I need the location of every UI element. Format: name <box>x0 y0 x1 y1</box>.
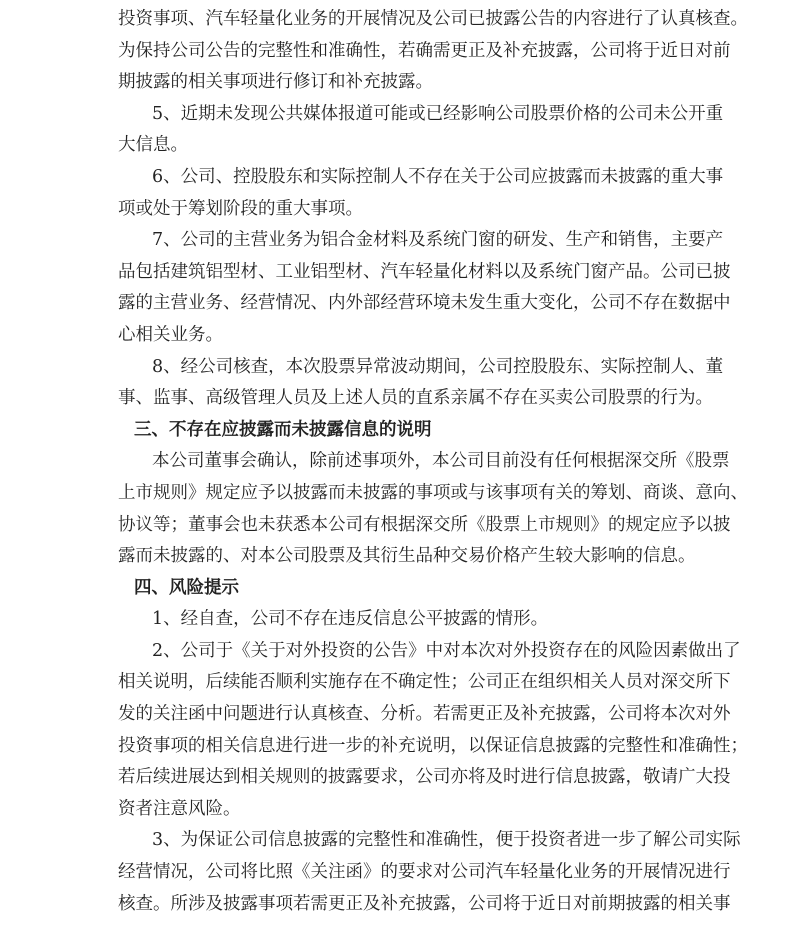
paragraph-line: 品包括建筑铝型材、工业铝型材、汽车轻量化材料以及系统门窗产品。公司已披 <box>118 261 731 282</box>
paragraph-line: 大信息。 <box>118 135 188 156</box>
paragraph-line: 8、经公司核查，本次股票异常波动期间，公司控股股东、实际控制人、董 <box>152 356 724 377</box>
paragraph-line: 5、近期未发现公共媒体报道可能或已经影响公司股票价格的公司未公开重 <box>152 103 724 124</box>
paragraph-line: 7、公司的主营业务为铝合金材料及系统门窗的研发、生产和销售，主要产 <box>152 230 724 251</box>
paragraph-line: 期披露的相关事项进行修订和补充披露。 <box>118 72 433 93</box>
paragraph-line: 为保持公司公告的完整性和准确性，若确需更正及补充披露，公司将于近日对前 <box>118 40 731 61</box>
paragraph-line: 项或处于筹划阶段的重大事项。 <box>118 198 363 219</box>
section-heading: 四、风险提示 <box>134 577 239 598</box>
section-heading: 三、不存在应披露而未披露信息的说明 <box>134 419 432 440</box>
paragraph-line: 6、公司、控股股东和实际控制人不存在关于公司应披露而未披露的重大事 <box>152 166 724 187</box>
paragraph-line: 发的关注函中问题进行认真核查、分析。若需更正及补充披露，公司将本次对外 <box>118 704 731 725</box>
paragraph-line: 若后续进展达到相关规则的披露要求，公司亦将及时进行信息披露，敬请广大投 <box>118 767 731 788</box>
paragraph-line: 露的主营业务、经营情况、内外部经营环境未发生重大变化，公司不存在数据中 <box>118 293 731 314</box>
paragraph-line: 3、为保证公司信息披露的完整性和准确性，便于投资者进一步了解公司实际 <box>152 830 741 851</box>
document-page <box>118 4 748 920</box>
paragraph-line: 事、监事、高级管理人员及上述人员的直系亲属不存在买卖公司股票的行为。 <box>118 388 713 409</box>
paragraph-line: 心相关业务。 <box>118 324 223 345</box>
paragraph-line: 核查。所涉及披露事项若需更正及补充披露，公司将于近日对前期披露的相关事 <box>118 893 731 914</box>
paragraph-line: 本公司董事会确认，除前述事项外，本公司目前没有任何根据深交所《股票 <box>152 451 730 472</box>
paragraph-line: 1、经自查，公司不存在违反信息公平披露的情形。 <box>152 609 549 630</box>
paragraph-line: 相关说明，后续能否顺利实施存在不确定性；公司正在组织相关人员对深交所下 <box>118 672 731 693</box>
paragraph-line: 经营情况，公司将比照《关注函》的要求对公司汽车轻量化业务的开展情况进行 <box>118 862 731 883</box>
paragraph-line: 协议等；董事会也未获悉本公司有根据深交所《股票上市规则》的规定应予以披 <box>118 514 731 535</box>
paragraph-line: 露而未披露的、对本公司股票及其衍生品种交易价格产生较大影响的信息。 <box>118 546 696 567</box>
paragraph-line: 上市规则》规定应予以披露而未披露的事项或与该事项有关的筹划、商谈、意向、 <box>118 482 748 503</box>
paragraph-line: 投资事项、汽车轻量化业务的开展情况及公司已披露公告的内容进行了认真核查。 <box>118 9 748 29</box>
paragraph-line: 投资事项的相关信息进行进一步的补充说明，以保证信息披露的完整性和准确性； <box>118 735 748 756</box>
paragraph-line: 资者注意风险。 <box>118 798 241 819</box>
paragraph-line: 2、公司于《关于对外投资的公告》中对本次对外投资存在的风险因素做出了 <box>152 640 741 661</box>
